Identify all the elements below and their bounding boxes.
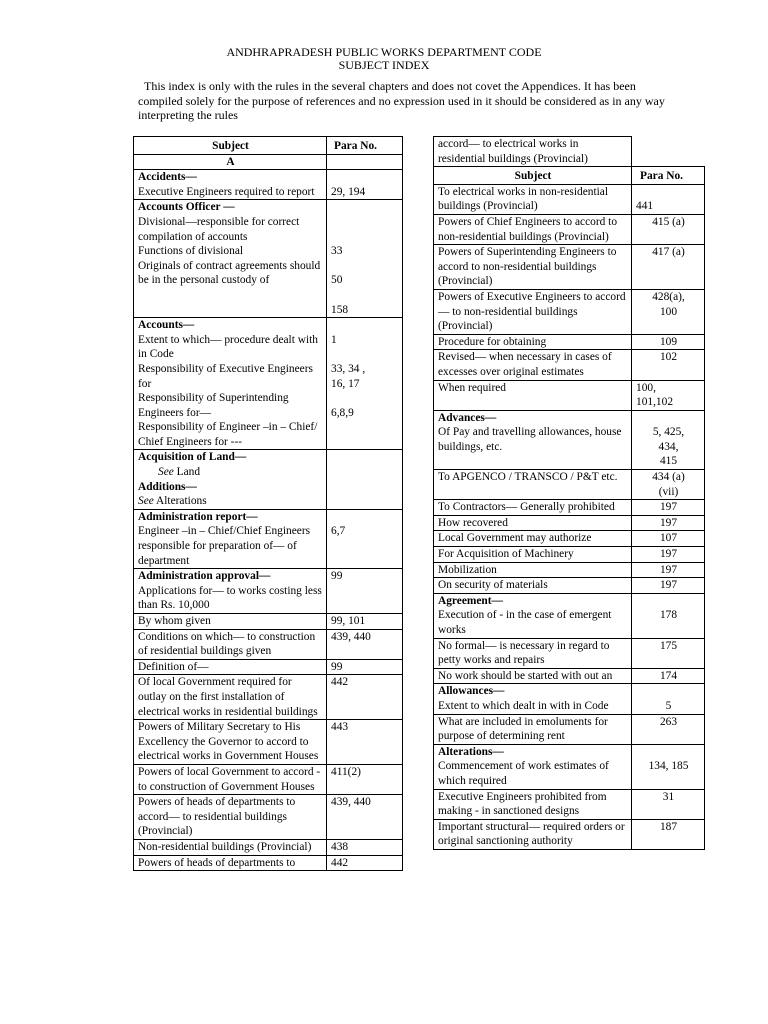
subject-cell (434, 289, 632, 334)
subject-cell (434, 593, 632, 638)
index-row (434, 350, 705, 380)
entry-heading: Alterations— (438, 745, 504, 758)
right-index-body (434, 137, 705, 850)
subject-cell (134, 659, 327, 675)
para-number-cell: 441 (632, 184, 705, 214)
subject-cell (434, 470, 632, 500)
entry-heading: Administration report— (138, 510, 258, 523)
index-row (434, 515, 705, 531)
subject-cell (434, 547, 632, 563)
para-number-cell: 443 (327, 720, 403, 765)
subject-cell (134, 764, 327, 794)
table-header-row (434, 167, 705, 185)
entry-line: On security of materials (438, 579, 548, 592)
subject-cell (134, 614, 327, 630)
para-number-cell: 439, 440 (327, 795, 403, 840)
entry-line: Executive Engineers prohibited from making - in sanctioned designs (438, 790, 607, 818)
index-row (134, 509, 403, 568)
entry-line: Extent to which— procedure dealt with in Code (138, 333, 318, 361)
para-number-cell: 187 (632, 819, 705, 849)
entry-line: Revised— when necessary in cases of excesses over original estimates (438, 351, 612, 378)
para-number-cell: 439, 440 (327, 629, 403, 659)
para-number-cell: 5 (632, 684, 705, 714)
subject-cell (434, 789, 632, 819)
index-row (434, 819, 705, 849)
document-subtitle: SUBJECT INDEX (338, 58, 430, 72)
para-number-cell: 442 (327, 855, 403, 871)
entry-line: Conditions on which— to construction of residential buildings given (138, 630, 316, 658)
entry-line: Responsibility of Engineer –in – Chief/ Chief Engineers for --- (138, 421, 318, 448)
index-row (434, 289, 705, 334)
subject-cell (434, 515, 632, 531)
table-header-row (134, 137, 403, 155)
subject-cell (134, 170, 327, 200)
subject-cell (434, 214, 632, 244)
para-number-cell: 107 (632, 531, 705, 547)
entry-heading: Accounts Officer — (138, 201, 235, 214)
index-row (134, 450, 403, 509)
subject-cell (134, 720, 327, 765)
see-reference (138, 465, 323, 480)
para-number-cell (327, 450, 403, 509)
para-number-cell: 174 (632, 668, 705, 684)
entry-line: Non-residential buildings (Provincial) (138, 840, 312, 853)
subject-cell (434, 744, 632, 789)
section-letter: A (134, 154, 327, 170)
entry-line: To electrical works in non-residential buildings (Provincial) (438, 185, 609, 213)
index-row (134, 764, 403, 794)
index-row (434, 714, 705, 744)
para-number-cell: 29, 194 (327, 170, 403, 200)
entry-line: Powers of Military Secretary to His Excellency the Governor to accord to electrical works in Government Houses (138, 721, 319, 763)
subject-cell (134, 509, 327, 568)
subject-cell (134, 855, 327, 871)
see-target: Alterations (156, 495, 207, 508)
see-target: Land (176, 466, 201, 479)
entry-line: Responsibility of Superintending Engineers for— (138, 392, 289, 419)
index-row (434, 334, 705, 350)
index-row (134, 318, 403, 450)
see-label: See (138, 495, 154, 508)
index-row (134, 569, 403, 614)
para-number-cell: 134, 185 (632, 744, 705, 789)
empty-cell (632, 137, 705, 167)
index-row (134, 170, 403, 200)
para-number-cell: 415 (a) (632, 214, 705, 244)
entry-line: Powers of local Government to accord - to construction of Government Houses (138, 765, 321, 793)
subject-cell (434, 668, 632, 684)
entry-line: Divisional—responsible for correct compilation of accounts (138, 215, 300, 243)
subject-cell (134, 629, 327, 659)
para-number-cell: 99 (327, 659, 403, 675)
para-number-cell: 197 (632, 515, 705, 531)
entry-heading: Accounts— (138, 319, 195, 332)
entry-line: How recovered (438, 516, 508, 529)
para-number-cell: 99, 101 (327, 614, 403, 630)
entry-line: Of Pay and travelling allowances, house buildings, etc. (438, 426, 622, 453)
index-row (134, 614, 403, 630)
subject-cell (434, 578, 632, 594)
entry-line: Executive Engineers required to report (138, 185, 315, 198)
index-row (434, 410, 705, 469)
entry-line: Commencement of work estimates of which required (438, 760, 609, 787)
subject-cell (434, 562, 632, 578)
index-row (434, 470, 705, 500)
entry-line: Local Government may authorize (438, 532, 592, 545)
para-number-cell: 5, 425, 434, 415 (632, 410, 705, 469)
entry-heading: Advances— (438, 411, 497, 424)
index-row (434, 214, 705, 244)
para-number-cell: 6,7 (327, 509, 403, 568)
entry-line: Of local Government required for outlay on the first installation of electrical works in residential buildings (138, 676, 318, 718)
entry-heading: Allowances— (438, 685, 505, 698)
subject-column-header: Subject (134, 137, 327, 155)
para-number-cell: 434 (a) (vii) (632, 470, 705, 500)
entry-line: Powers of Superintending Engineers to accord to non-residential buildings (Provincial) (438, 246, 617, 288)
index-row (434, 668, 705, 684)
para-number-cell: 442 (327, 675, 403, 720)
entry-line: Important structural— required orders or original sanctioning authority (438, 820, 625, 848)
para-column-header: Para No. (632, 167, 705, 185)
subject-cell (434, 684, 632, 714)
entry-line: Powers of heads of departments to (138, 856, 296, 869)
para-number-cell: 411(2) (327, 764, 403, 794)
subject-cell (434, 184, 632, 214)
para-number-cell: 428(a), 100 (632, 289, 705, 334)
subject-cell (434, 714, 632, 744)
subject-cell (434, 638, 632, 668)
subject-cell (434, 819, 632, 849)
index-row (134, 795, 403, 840)
intro-paragraph: This index is only with the rules in the several chapters and does not covet the Appendices. It has been compiled solely for the purpose of references and no expression used in it should be considered as in any way interpreting the rules (138, 79, 665, 122)
entry-line: Mobilization (438, 563, 497, 576)
index-row (134, 200, 403, 318)
para-number-cell: 100, 101,102 (632, 380, 705, 410)
para-number-cell: 197 (632, 500, 705, 516)
para-number-cell: 175 (632, 638, 705, 668)
entry-line: Responsibility of Executive Engineers for (138, 362, 313, 390)
entry-line: What are included in emoluments for purpose of determining rent (438, 715, 608, 743)
subject-cell (134, 450, 327, 509)
para-number-cell: 99 (327, 569, 403, 614)
entry-line: Definition of— (138, 660, 209, 673)
index-row (434, 744, 705, 789)
entry-heading: Additions— (138, 480, 197, 493)
subject-cell (134, 675, 327, 720)
para-number-cell: 178 (632, 593, 705, 638)
entry-line: For Acquisition of Machinery (438, 548, 574, 561)
subject-cell (434, 334, 632, 350)
entry-line: Originals of contract agreements should be in the personal custody of (138, 259, 321, 287)
para-number-cell: 109 (632, 334, 705, 350)
index-row (434, 593, 705, 638)
subject-cell (434, 531, 632, 547)
subject-cell (134, 569, 327, 614)
subject-cell (134, 795, 327, 840)
entry-line: Functions of divisional (138, 245, 244, 258)
empty-cell (327, 154, 403, 170)
left-index-body (134, 137, 403, 871)
index-row (434, 578, 705, 594)
page-header (0, 46, 768, 72)
entry-heading: Agreement— (438, 594, 503, 607)
subject-cell (434, 500, 632, 516)
subject-cell (134, 839, 327, 855)
index-row (434, 500, 705, 516)
subject-cell (134, 200, 327, 318)
letter-row (134, 154, 403, 170)
continued-text: accord— to electrical works in residential buildings (Provincial) (434, 137, 632, 167)
index-row (434, 562, 705, 578)
index-row (434, 638, 705, 668)
entry-line: No formal— is necessary in regard to petty works and repairs (438, 639, 610, 667)
para-number-cell: 438 (327, 839, 403, 855)
continued-row (434, 137, 705, 167)
subject-cell (434, 410, 632, 469)
entry-line: Powers of heads of departments to accord— to residential buildings (Provincial) (138, 796, 296, 838)
entry-heading: Administration approval— (138, 570, 271, 583)
index-row (434, 789, 705, 819)
right-index-table (433, 136, 705, 850)
index-row (134, 839, 403, 855)
see-label: See (158, 466, 174, 479)
entry-line: Powers of Chief Engineers to accord to non-residential buildings (Provincial) (438, 215, 618, 243)
para-number-cell: 263 (632, 714, 705, 744)
index-row (134, 720, 403, 765)
para-number-cell: 417 (a) (632, 245, 705, 290)
entry-line: Applications for— to works costing less than Rs. 10,000 (138, 584, 322, 612)
para-column-header: Para No. (327, 137, 403, 155)
index-row (434, 547, 705, 563)
document-title: ANDHRAPRADESH PUBLIC WORKS DEPARTMENT CODE (226, 45, 542, 59)
entry-line: To Contractors— Generally prohibited (438, 501, 615, 514)
entry-line: Procedure for obtaining (438, 335, 547, 348)
para-number-cell: 197 (632, 562, 705, 578)
subject-cell (434, 350, 632, 380)
index-row (434, 245, 705, 290)
subject-cell (134, 318, 327, 450)
entry-line: No work should be started with out an (438, 669, 613, 682)
index-row (434, 380, 705, 410)
entry-line: Powers of Executive Engineers to accord— to non-residential buildings (Provincial) (438, 290, 626, 333)
para-number-cell: 1 33, 34 , 16, 17 6,8,9 (327, 318, 403, 450)
see-reference (138, 494, 323, 509)
para-number-cell: 33 50 158 (327, 200, 403, 318)
entry-line: Extent to which dealt in with in Code (438, 699, 609, 712)
index-row (134, 675, 403, 720)
index-row (134, 629, 403, 659)
index-row (434, 531, 705, 547)
para-number-cell: 31 (632, 789, 705, 819)
index-row (434, 684, 705, 714)
entry-line: Execution of - in the case of emergent works (438, 609, 612, 636)
entry-line: By whom given (138, 615, 211, 627)
entry-heading: Acquisition of Land— (138, 451, 247, 464)
index-row (134, 855, 403, 871)
subject-cell (434, 380, 632, 410)
index-row (134, 659, 403, 675)
para-number-cell: 102 (632, 350, 705, 380)
para-number-cell: 197 (632, 578, 705, 594)
entry-heading: Accidents— (138, 171, 197, 184)
subject-column-header: Subject (434, 167, 632, 185)
para-number-cell: 197 (632, 547, 705, 563)
entry-line: When required (438, 381, 506, 394)
index-row (434, 184, 705, 214)
entry-line: To APGENCO / TRANSCO / P&T etc. (438, 471, 618, 484)
subject-cell (434, 245, 632, 290)
entry-line: Engineer –in – Chief/Chief Engineers responsible for preparation of— of department (138, 525, 311, 567)
left-index-table (133, 136, 403, 871)
